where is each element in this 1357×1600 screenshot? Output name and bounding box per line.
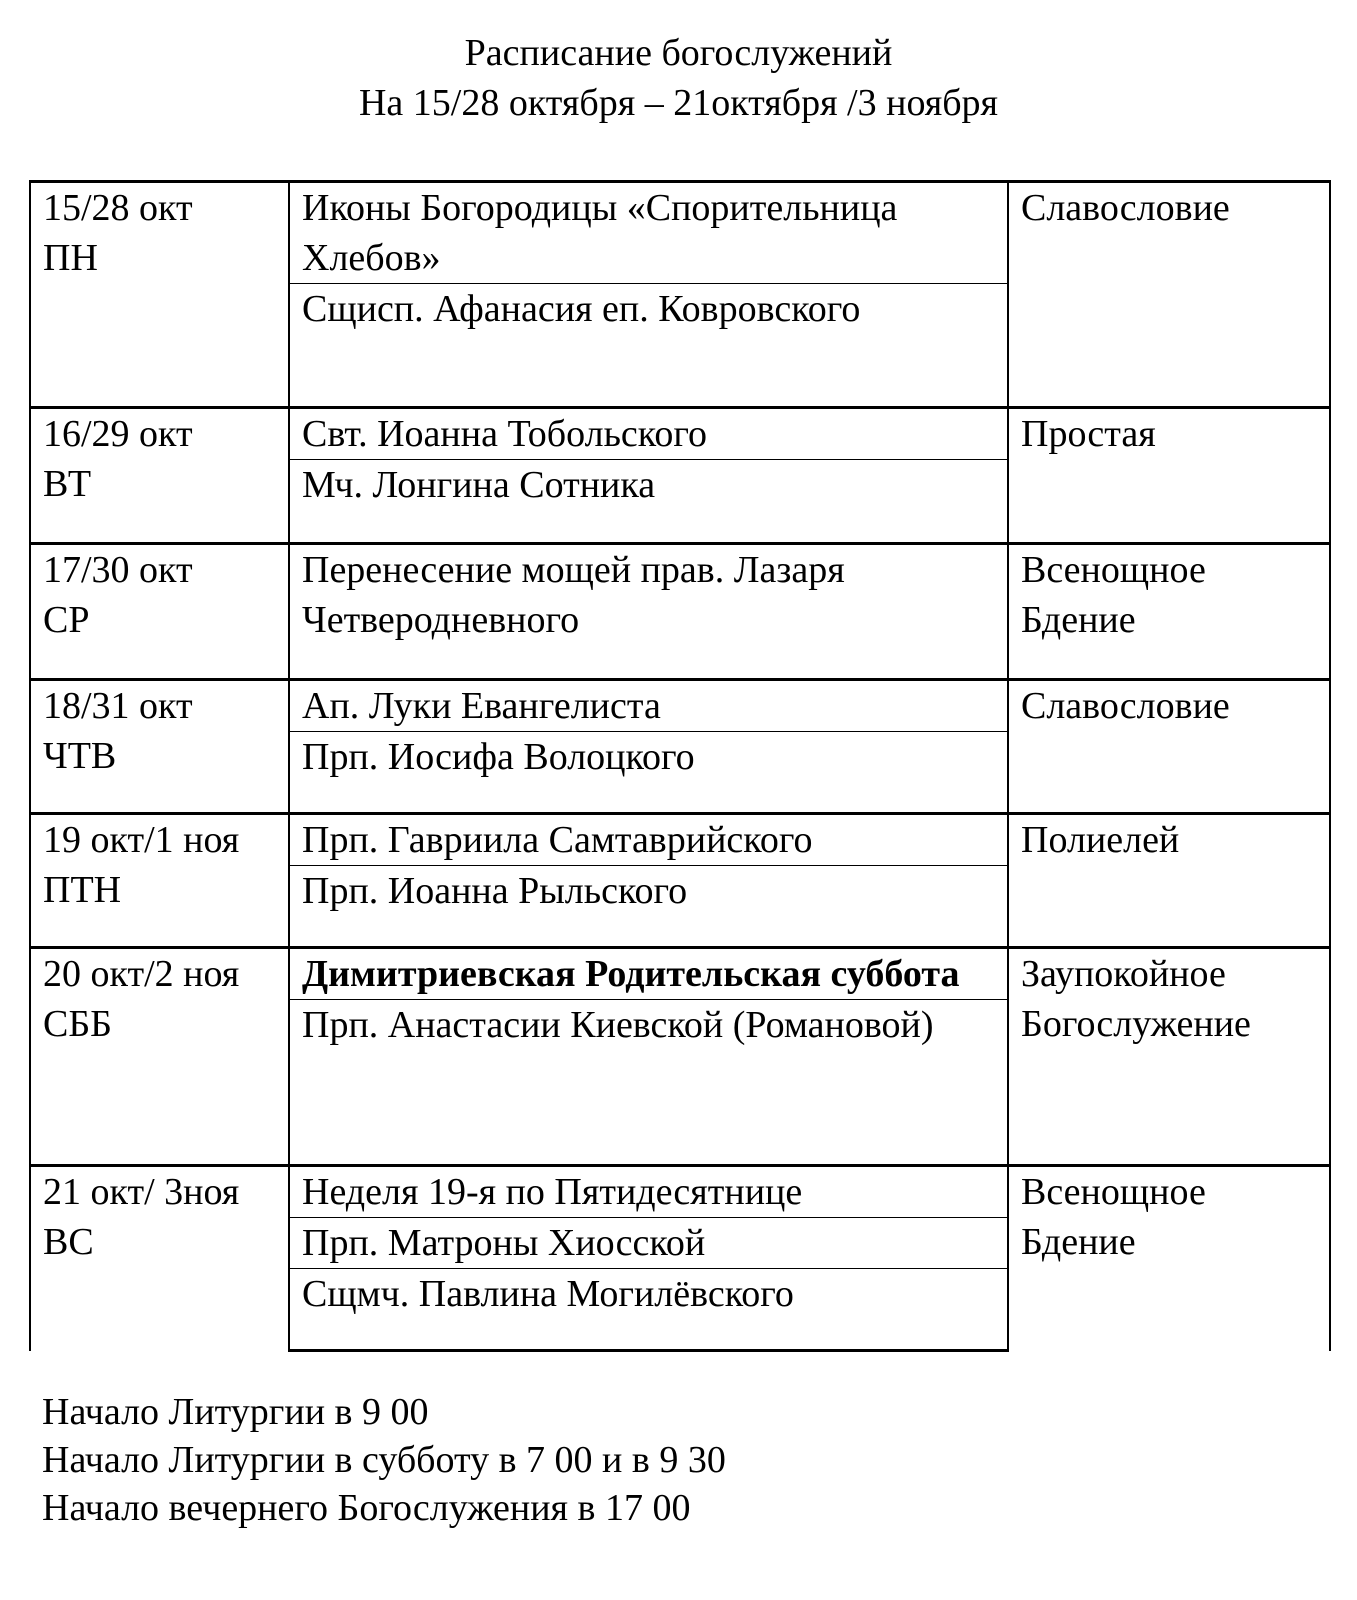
service-type-cell: Заупокойное Богослужение bbox=[1008, 948, 1330, 1166]
commemoration-cell: Прп. Матроны Хиосской bbox=[289, 1218, 1008, 1269]
date-cell bbox=[30, 408, 289, 544]
schedule-table bbox=[29, 180, 1331, 1352]
date-cell bbox=[30, 544, 289, 680]
commemoration-cell: Сщисп. Афанасия еп. Ковровского bbox=[289, 284, 1008, 408]
date-cell bbox=[30, 1166, 289, 1351]
date-label: 20 окт/2 ноя bbox=[43, 953, 240, 995]
commemoration-cell: Сщмч. Павлина Могилёвского bbox=[289, 1269, 1008, 1351]
schedule-row bbox=[30, 182, 1330, 284]
commemoration-cell: Мч. Лонгина Сотника bbox=[289, 460, 1008, 544]
service-type-cell: Всенощное Бдение bbox=[1008, 1166, 1330, 1351]
date-cell bbox=[30, 182, 289, 408]
footer-saturday-liturgy-time: Начало Литургии в субботу в 7 00 и в 9 30 bbox=[42, 1439, 726, 1481]
date-label: 15/28 окт bbox=[43, 187, 193, 229]
date-label: 16/29 окт bbox=[43, 413, 193, 455]
date-label: 18/31 окт bbox=[43, 685, 193, 727]
service-type-cell: Славословие bbox=[1008, 680, 1330, 814]
commemoration-cell: Свт. Иоанна Тобольского bbox=[289, 408, 1008, 460]
footer-liturgy-time: Начало Литургии в 9 00 bbox=[42, 1391, 429, 1433]
date-label: 17/30 окт bbox=[43, 549, 193, 591]
schedule-row bbox=[30, 814, 1330, 866]
weekday-label: ПТН bbox=[43, 869, 122, 911]
service-type-cell: Простая bbox=[1008, 408, 1330, 544]
weekday-label: СББ bbox=[43, 1003, 112, 1045]
service-type-cell: Полиелей bbox=[1008, 814, 1330, 948]
commemoration-cell: Перенесение мощей прав. Лазаря Четверодневного bbox=[289, 544, 1008, 680]
weekday-label: ЧТВ bbox=[43, 735, 117, 777]
date-label: 21 окт/ 3ноя bbox=[43, 1171, 240, 1213]
service-type-cell: Всенощное Бдение bbox=[1008, 544, 1330, 680]
commemoration-cell: Прп. Иоанна Рыльского bbox=[289, 866, 1008, 948]
schedule-row bbox=[30, 680, 1330, 732]
schedule-body bbox=[30, 182, 1330, 1351]
commemoration-cell: Ап. Луки Евангелиста bbox=[289, 680, 1008, 732]
weekday-label: ВТ bbox=[43, 463, 92, 505]
commemoration-cell: Прп. Иосифа Волоцкого bbox=[289, 732, 1008, 814]
commemoration-cell: Неделя 19-я по Пятидесятнице bbox=[289, 1166, 1008, 1218]
weekday-label: ВС bbox=[43, 1221, 94, 1263]
commemoration-cell: Димитриевская Родительская суббота bbox=[289, 948, 1008, 1000]
date-cell bbox=[30, 680, 289, 814]
weekday-label: СР bbox=[43, 599, 90, 641]
date-label: 19 окт/1 ноя bbox=[43, 819, 240, 861]
commemoration-cell: Прп. Гавриила Самтаврийского bbox=[289, 814, 1008, 866]
page-title: Расписание богослужений bbox=[464, 32, 893, 74]
schedule-row bbox=[30, 544, 1330, 680]
date-cell bbox=[30, 948, 289, 1166]
commemoration-cell: Прп. Анастасии Киевской (Романовой) bbox=[289, 1000, 1008, 1166]
service-type-cell: Славословие bbox=[1008, 182, 1330, 408]
footer-evening-service-time: Начало вечернего Богослужения в 17 00 bbox=[42, 1487, 691, 1529]
weekday-label: ПН bbox=[43, 237, 98, 279]
schedule-row bbox=[30, 1166, 1330, 1218]
schedule-row bbox=[30, 948, 1330, 1000]
page-subtitle: На 15/28 октября – 21октября /3 ноября bbox=[358, 82, 999, 124]
date-cell bbox=[30, 814, 289, 948]
schedule-row bbox=[30, 408, 1330, 460]
commemoration-cell: Иконы Богородицы «Спорительница Хлебов» bbox=[289, 182, 1008, 284]
